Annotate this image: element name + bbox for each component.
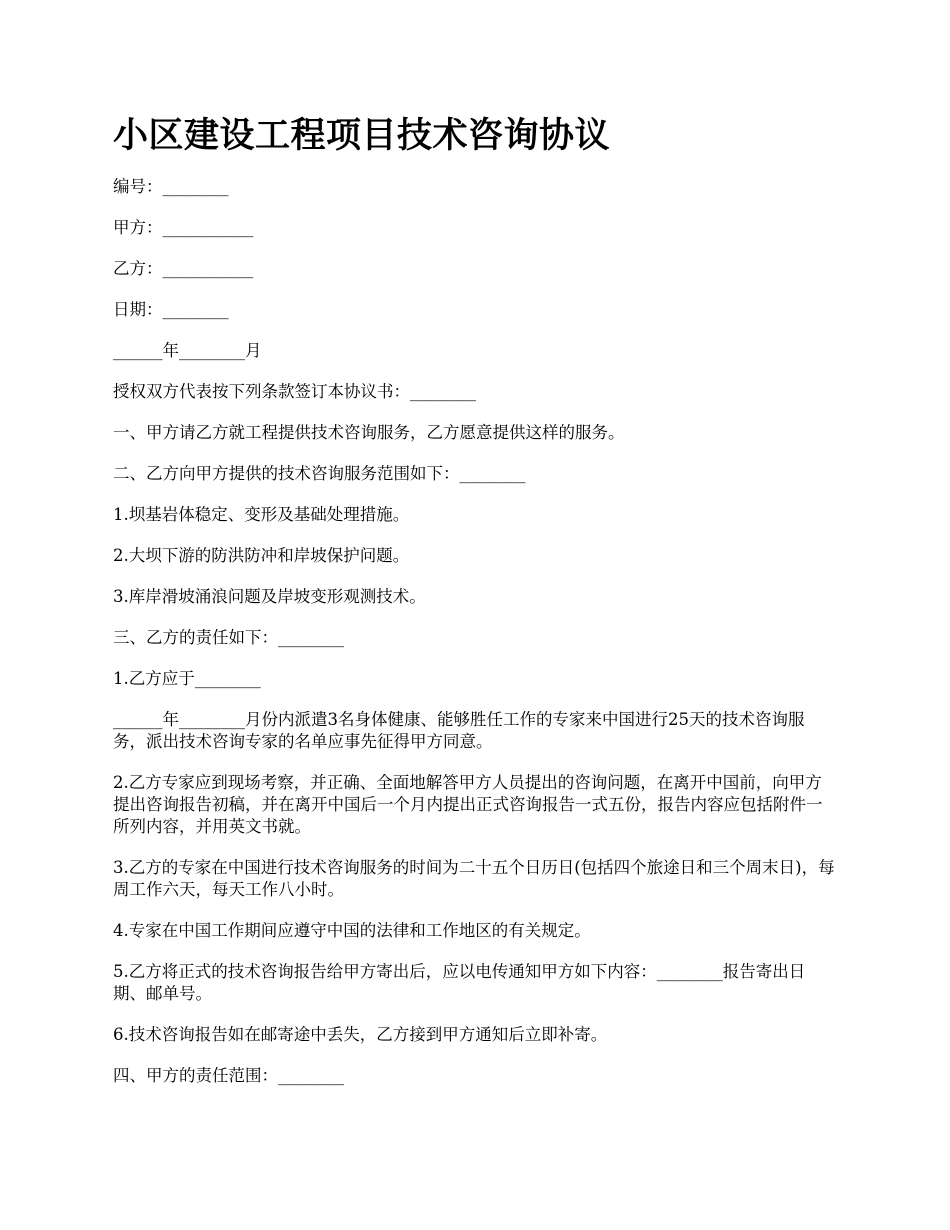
clause-1: 一、甲方请乙方就工程提供技术咨询服务，乙方愿意提供这样的服务。 [113,423,625,442]
document-page [113,108,835,1106]
clause-2-heading: 二、乙方向甲方提供的技术咨询服务范围如下：________ [113,464,526,483]
clause-3-item-4: 4.专家在中国工作期间应遵守中国的法律和工作地区的有关规定。 [113,921,591,940]
party-a-line: 甲方：___________ [113,218,254,237]
clause-2-item-1: 1.坝基岩体稳定、变形及基础处理措施。 [113,505,410,524]
contract-number-line: 编号：________ [113,177,229,196]
clause-4-heading: 四、甲方的责任范围：________ [113,1066,344,1085]
clause-3-heading: 三、乙方的责任如下：________ [113,628,344,647]
clause-3-item-1-start: 1.乙方应于________ [113,669,261,688]
clause-3-item-1-body: ______年________月份内派遣3名身体健康、能够胜任工作的专家来中国进行25天的技术咨询服务，派出技术咨询专家的名单应事先征得甲方同意。 [113,710,805,751]
clause-3-item-2: 2.乙方专家应到现场考察，并正确、全面地解答甲方人员提出的咨询问题，在离开中国前，向甲方提出咨询报告初稿，并在离开中国后一个月内提出正式咨询报告一式五份，报告内容应包括附件一所列内容，并用英文书就。 [113,773,823,836]
year-month-line: ______年________月 [113,341,262,360]
clause-3-item-5: 5.乙方将正式的技术咨询报告给甲方寄出后，应以电传通知甲方如下内容：________报告寄出日期、邮单号。 [113,962,806,1003]
clause-2-item-3: 3.库岸滑坡涌浪问题及岸坡变形观测技术。 [113,587,426,606]
clause-2-item-2: 2.大坝下游的防洪防冲和岸坡保护问题。 [113,546,410,565]
signing-statement: 授权双方代表按下列条款签订本协议书：________ [113,382,476,401]
date-line: 日期：________ [113,300,229,319]
party-b-line: 乙方：___________ [113,259,254,278]
clause-3-item-6: 6.技术咨询报告如在邮寄途中丢失，乙方接到甲方通知后立即补寄。 [113,1025,608,1044]
document-title: 小区建设工程项目技术咨询协议 [113,116,611,156]
clause-3-item-3: 3.乙方的专家在中国进行技术咨询服务的时间为二十五个日历日(包括四个旅途日和三个周末日)，每周工作六天，每天工作八小时。 [113,858,835,899]
